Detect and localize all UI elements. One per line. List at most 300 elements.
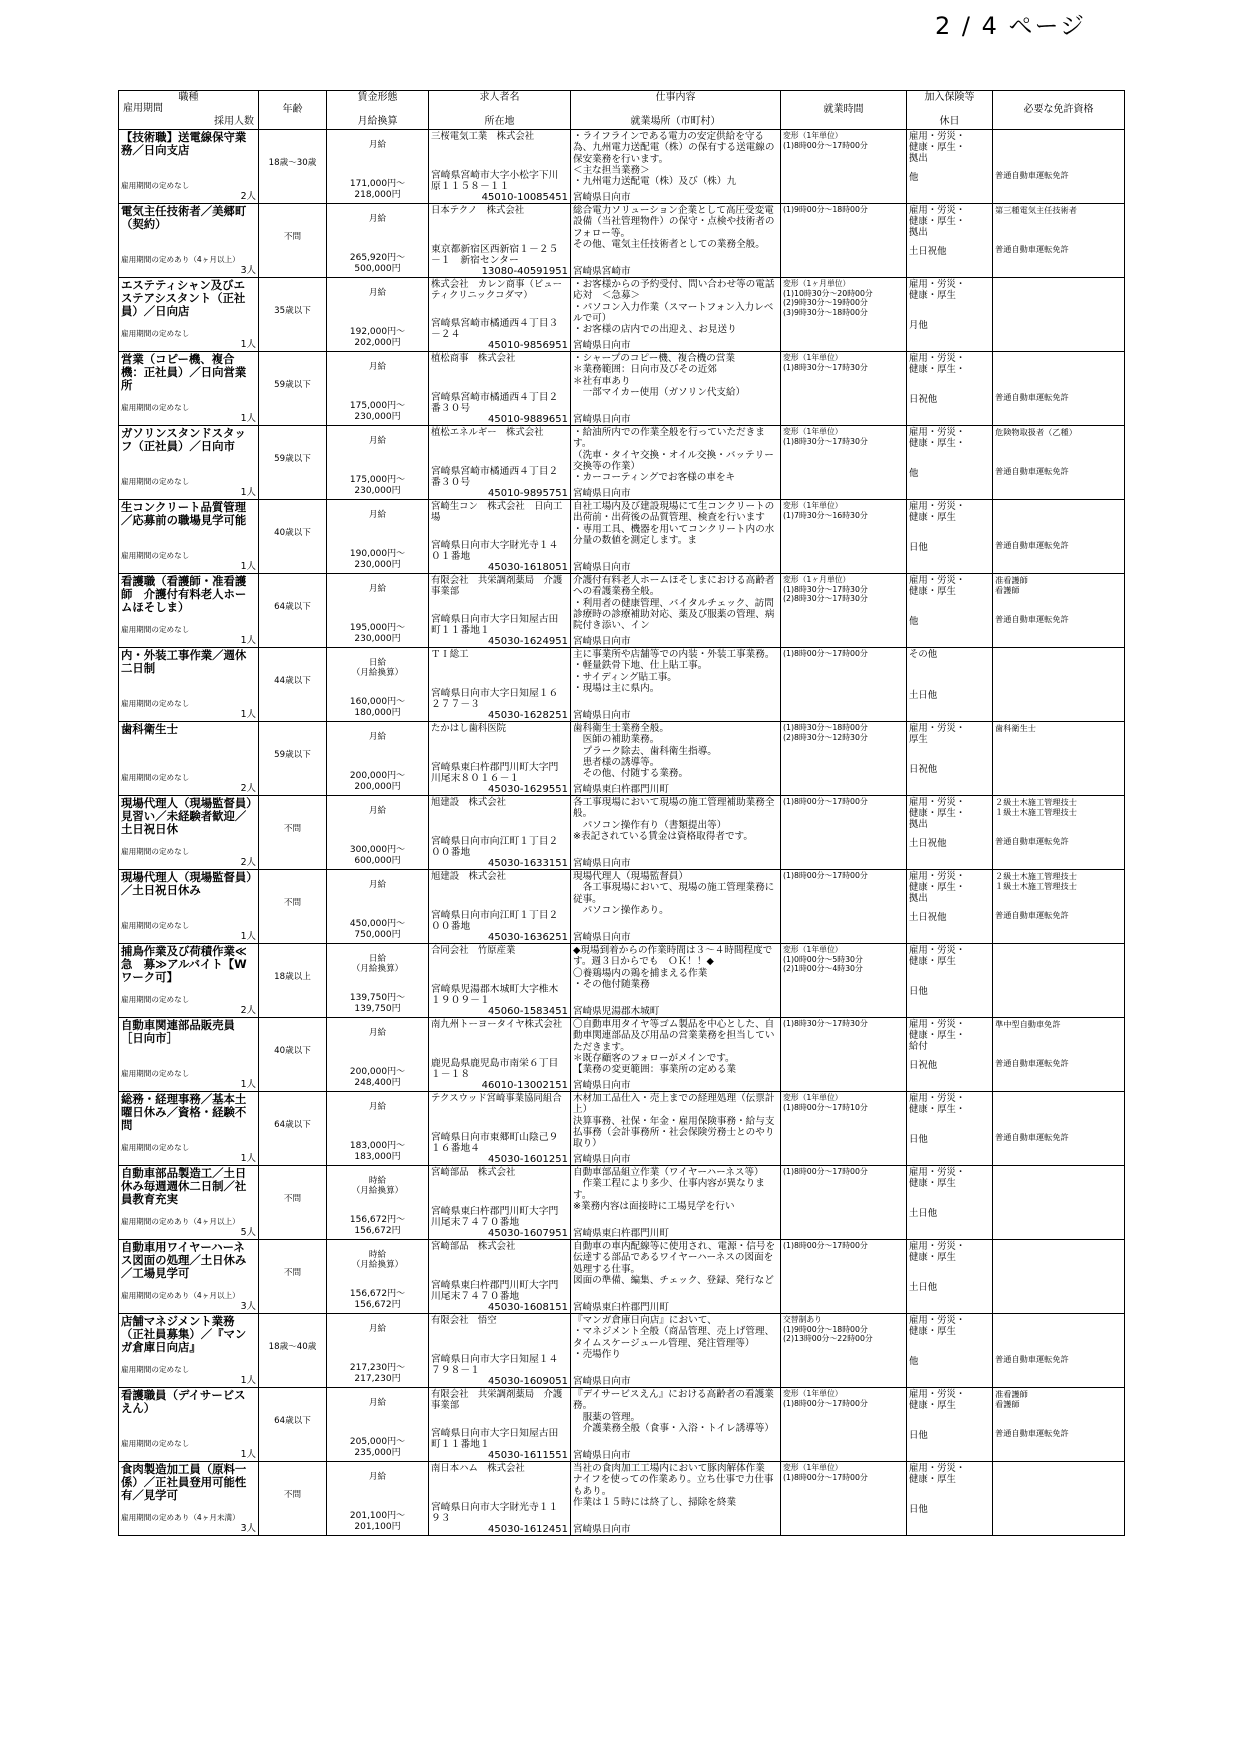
age-cell <box>259 1092 327 1166</box>
hours-cell <box>781 648 907 722</box>
table-row <box>119 278 1125 352</box>
table-row <box>119 204 1125 278</box>
employer-name: 植松商事 株式会社 <box>431 353 516 364</box>
insurance: 雇用・労災・ 健康・厚生・ 拠出 <box>909 205 966 239</box>
table-row <box>119 1240 1125 1314</box>
wage-amount: 201,100円～ 201,100円 <box>349 1511 406 1532</box>
employer-address: 宮崎県宮崎市大字小松字下川原１１５８－１１ <box>431 170 559 193</box>
insurance: 雇用・労災・ 健康・厚生・ 拠出 <box>909 131 966 165</box>
table-row <box>119 1092 1125 1166</box>
hours-cell <box>781 352 907 426</box>
age-cell <box>259 426 327 500</box>
employer-name: 日本テクノ 株式会社 <box>431 205 525 216</box>
table-row <box>119 574 1125 648</box>
hiring-count: 1人 <box>240 1449 256 1460</box>
job-description: 当社の食肉加工工場内において豚肉解体作業 ナイフを使っての作業あり。立ち仕事で力仕事もあり。 作業は１５時には終了し、掃除を終業 <box>573 1463 774 1508</box>
insurance: 雇用・労災・ 健康・厚生・ <box>909 427 966 450</box>
hours-cell <box>781 1092 907 1166</box>
license-cell <box>993 1166 1125 1240</box>
required-license <box>993 648 1124 650</box>
header-insurance: 加入保険等 休日 <box>907 91 993 130</box>
age-requirement: 不問 <box>283 824 302 834</box>
age-cell <box>259 1166 327 1240</box>
insurance-cell <box>907 1240 993 1314</box>
holidays: 他 <box>909 1356 919 1367</box>
holidays: 日祝他 <box>909 394 938 405</box>
required-license <box>993 1240 1124 1242</box>
age-requirement: 59歳以下 <box>274 750 311 760</box>
age-cell <box>259 648 327 722</box>
hiring-count: 1人 <box>240 339 256 350</box>
wage-cell <box>327 574 429 648</box>
description-cell <box>571 352 781 426</box>
insurance-cell <box>907 278 993 352</box>
header-job-description: 仕事内容 就業場所（市町村） <box>571 91 781 130</box>
wage-cell <box>327 426 429 500</box>
employer-cell <box>429 722 571 796</box>
description-cell <box>571 722 781 796</box>
work-hours: 変形（1ヶ月単位） (1)8時30分～17時30分 (2)8時30分～17時30分 <box>783 575 868 604</box>
employment-period: 雇用期間の定めなし <box>121 995 190 1004</box>
wage-amount: 156,672円～ 156,672円 <box>349 1215 406 1236</box>
work-location: 宮崎県東臼杵郡門川町 <box>573 1302 669 1312</box>
employer-name: 合同会社 竹原産業 <box>431 945 516 956</box>
license-cell <box>993 722 1125 796</box>
table-row <box>119 870 1125 944</box>
holidays: 他 <box>909 468 919 479</box>
job-title: 食肉製造加工員（原料一係）／正社員登用可能性有／見学可 <box>121 1462 247 1503</box>
table-row <box>119 648 1125 722</box>
job-description: 『デイサービスえん』における高齢者の看護業務。 服薬の管理。 介護業務全般（食事・入浴・トイレ誘導等） <box>573 1389 774 1434</box>
job-title-cell <box>119 1462 259 1536</box>
employer-address: 宮崎県日向市向江町１丁目２００番地 <box>431 910 559 933</box>
hiring-count: 1人 <box>240 635 256 646</box>
insurance: 雇用・労災・ 健康・厚生 <box>909 501 966 524</box>
license-cell <box>993 1314 1125 1388</box>
job-title-cell <box>119 796 259 870</box>
license-cell <box>993 1018 1125 1092</box>
insurance: 雇用・労災・ 健康・厚生 <box>909 575 966 598</box>
work-location: 宮崎県日向市 <box>573 562 631 572</box>
insurance-cell <box>907 1166 993 1240</box>
age-cell <box>259 1388 327 1462</box>
work-hours: 変形（1年単位） (1)8時00分～17時00分 <box>783 1389 868 1408</box>
employer-address: 宮崎県宮崎市橘通西４丁目２番３０号 <box>431 392 559 415</box>
wage-type: 月給 <box>368 1102 387 1112</box>
employer-name: 有限会社 共栄調剤薬局 介護事業部 <box>431 575 563 598</box>
job-number: 46010-13002151 <box>481 1080 568 1090</box>
age-requirement: 不問 <box>283 1194 302 1204</box>
employer-name: 株式会社 カレン商事（ビューティクリニックコダマ） <box>431 279 563 302</box>
insurance: 雇用・労災・ 健康・厚生 <box>909 1315 966 1338</box>
employment-period: 雇用期間の定めなし <box>121 921 190 930</box>
employment-period: 雇用期間の定めなし <box>121 773 190 782</box>
insurance-cell <box>907 426 993 500</box>
holidays: 土日他 <box>909 1208 938 1219</box>
required-license: 危険物取扱者（乙種） <box>995 427 1077 437</box>
employer-cell <box>429 500 571 574</box>
employer-address: 宮崎県日向市大字財光寺１１９３ <box>431 1502 559 1525</box>
job-number: 45030-1636251 <box>488 932 568 942</box>
insurance-cell <box>907 1314 993 1388</box>
age-requirement: 40歳以下 <box>274 528 311 538</box>
job-title-cell <box>119 1314 259 1388</box>
job-description: 主に事業所や店舗等での内装・外装工事業務。 ・軽量鉄骨下地、仕上貼工事。 ・サイディング貼工事。 ・現場は主に県内。 <box>573 649 775 694</box>
hours-cell <box>781 204 907 278</box>
hiring-count: 1人 <box>240 1079 256 1090</box>
hours-cell <box>781 574 907 648</box>
work-hours: 変形（1年単位） (1)8時00分～17時00分 <box>783 131 868 150</box>
hours-cell <box>781 426 907 500</box>
employment-period: 雇用期間の定めなし <box>121 1439 190 1448</box>
table-row <box>119 722 1125 796</box>
employment-period: 雇用期間の定めなし <box>121 1069 190 1078</box>
employment-period: 雇用期間の定めなし <box>121 1143 190 1152</box>
license-cell <box>993 1240 1125 1314</box>
description-cell <box>571 1092 781 1166</box>
wage-amount: 190,000円～ 230,000円 <box>349 549 406 570</box>
hiring-count: 1人 <box>240 413 256 424</box>
job-title-cell <box>119 426 259 500</box>
employer-name: 三桜電気工業 株式会社 <box>431 131 535 142</box>
table-row <box>119 1018 1125 1092</box>
work-hours: (1)8時00分～17時00分 <box>783 871 868 880</box>
description-cell <box>571 944 781 1018</box>
hours-cell <box>781 722 907 796</box>
insurance-cell <box>907 500 993 574</box>
required-license-secondary: 普通自動車運転免許 <box>995 1132 1069 1142</box>
insurance: 雇用・労災・ 健康・厚生 <box>909 279 966 302</box>
required-license <box>993 944 1124 946</box>
required-license-secondary: 普通自動車運転免許 <box>995 910 1069 920</box>
wage-amount: 217,230円～ 217,230円 <box>349 1363 406 1384</box>
wage-cell <box>327 278 429 352</box>
work-location: 宮崎県日向市 <box>573 710 631 720</box>
job-description: ◆現場到着からの作業時間は３～４時間程度です。週３日からでも ＯＫ！！◆ 〇養鶏場内の鶏を捕まえる作業 ・その他付随業務 <box>573 945 773 990</box>
job-title: 自動車部品製造工／土日休み毎週週休二日制／社員教育充実 <box>121 1166 247 1207</box>
insurance-cell <box>907 574 993 648</box>
work-hours: (1)8時00分～17時00分 <box>783 649 868 658</box>
required-license <box>993 1462 1124 1464</box>
age-requirement: 64歳以下 <box>274 1416 311 1426</box>
wage-amount: 205,000円～ 235,000円 <box>349 1437 406 1458</box>
age-requirement: 不問 <box>283 1490 302 1500</box>
work-location: 宮崎県日向市 <box>573 340 631 350</box>
job-number: 45010-10085451 <box>481 192 568 202</box>
employer-cell <box>429 1462 571 1536</box>
job-title: 自動車関連部品販売員［日向市］ <box>121 1018 235 1046</box>
employment-period: 雇用期間の定めなし <box>121 403 190 412</box>
employer-address: 宮崎県日向市大字財光寺１４０１番地 <box>431 540 559 563</box>
insurance-cell <box>907 1388 993 1462</box>
employer-name: 植松エネルギー 株式会社 <box>431 427 544 438</box>
age-requirement: 18歳～30歳 <box>268 158 317 168</box>
hiring-count: 2人 <box>240 191 256 202</box>
job-title-cell <box>119 648 259 722</box>
license-cell <box>993 574 1125 648</box>
job-listing-table <box>118 90 1125 1536</box>
hiring-count: 3人 <box>240 1523 256 1534</box>
employment-period: 雇用期間の定めあり（4ヶ月未満） <box>121 1513 240 1522</box>
description-cell <box>571 1314 781 1388</box>
wage-cell <box>327 1462 429 1536</box>
table-row <box>119 426 1125 500</box>
employer-name: テクスウッド宮崎事業協同組合 <box>431 1093 562 1104</box>
work-hours: (1)8時00分～17時00分 <box>783 797 868 806</box>
work-hours: 変形（1ヶ月単位） (1)10時30分～20時00分 (2)9時30分～19時00分 (3)9時30分～18時00分 <box>783 279 873 317</box>
wage-amount: 160,000円～ 180,000円 <box>349 697 406 718</box>
employment-period: 雇用期間の定めあり（4ヶ月以上） <box>121 1291 240 1300</box>
job-title-cell <box>119 130 259 204</box>
holidays: 日他 <box>909 986 928 997</box>
job-description: 各工事現場において現場の施工管理補助業務全般。 パソコン操作有り（書類提出等） ※表記されている賃金は資格取得者です。 <box>573 797 775 842</box>
work-location: 宮崎県児湯郡木城町 <box>573 1006 660 1016</box>
wage-type: 日給 （月給換算） <box>351 658 404 678</box>
job-description: 〇自動車用タイヤ等ゴム製品を中心とした、自動車関連部品及び用品の営業業務を担当していただきます。 ＊既存顧客のフォローがメインです。 【業務の変更範囲：事業所の定める業 <box>573 1019 775 1076</box>
header-license: 必要な免許資格 <box>993 91 1125 130</box>
wage-amount: 300,000円～ 600,000円 <box>349 845 406 866</box>
required-license: 准看護師 看護師 <box>995 1389 1028 1410</box>
work-location: 宮崎県日向市 <box>573 488 631 498</box>
license-cell <box>993 426 1125 500</box>
age-cell <box>259 722 327 796</box>
employment-period: 雇用期間の定めなし <box>121 329 190 338</box>
required-license: 第三種電気主任技術者 <box>995 205 1077 215</box>
hours-cell <box>781 1388 907 1462</box>
job-title-cell <box>119 944 259 1018</box>
job-title: 営業（コピー機、複合機：正社員）／日向営業所 <box>121 352 247 393</box>
job-number: 45010-9889651 <box>488 414 568 424</box>
job-number: 45030-1633151 <box>488 858 568 868</box>
wage-cell <box>327 130 429 204</box>
wage-cell <box>327 352 429 426</box>
employer-cell <box>429 796 571 870</box>
work-location: 宮崎県日向市 <box>573 192 631 202</box>
employment-period: 雇用期間の定めなし <box>121 1365 190 1374</box>
required-license <box>993 1092 1124 1094</box>
age-requirement: 64歳以下 <box>274 1120 311 1130</box>
insurance-cell <box>907 204 993 278</box>
age-requirement: 18歳～40歳 <box>268 1342 317 1352</box>
work-location: 宮崎県日向市 <box>573 858 631 868</box>
license-cell <box>993 500 1125 574</box>
job-title: 歯科衛生士 <box>121 722 178 736</box>
age-requirement: 59歳以下 <box>274 380 311 390</box>
insurance: 雇用・労災・ 健康・厚生・ 拠出 <box>909 871 966 905</box>
job-number: 45010-9856951 <box>488 340 568 350</box>
license-cell <box>993 1092 1125 1166</box>
job-title: 電気主任技術者／美郷町（契約） <box>121 204 247 232</box>
employer-name: 南九州トーヨータイヤ株式会社 <box>431 1019 563 1030</box>
job-title: エステティシャン及びエステアシスタント（正社員）／日向店 <box>121 278 246 319</box>
wage-type: 月給 <box>368 732 387 742</box>
age-cell <box>259 1314 327 1388</box>
employer-name: 宮崎生コン 株式会社 日向工場 <box>431 501 563 524</box>
work-hours: 変形（1年単位） (1)8時00分～17時10分 <box>783 1093 868 1112</box>
employer-address: 宮崎県東臼杵郡門川町大字門川尾末７４７０番地 <box>431 1280 559 1303</box>
employer-cell <box>429 1092 571 1166</box>
required-license: 準中型自動車免許 <box>995 1019 1061 1029</box>
work-hours: (1)8時00分～17時00分 <box>783 1167 868 1176</box>
age-cell <box>259 130 327 204</box>
hiring-count: 1人 <box>240 561 256 572</box>
job-title-cell <box>119 1018 259 1092</box>
work-location: 宮崎県東臼杵郡門川町 <box>573 1228 669 1238</box>
required-license: 歯科衛生士 <box>995 723 1036 733</box>
employment-period: 雇用期間の定めあり（4ヶ月以上） <box>121 1217 240 1226</box>
hours-cell <box>781 870 907 944</box>
employer-cell <box>429 130 571 204</box>
age-cell <box>259 278 327 352</box>
wage-type: 月給 <box>368 880 387 890</box>
hours-cell <box>781 944 907 1018</box>
job-title: 総務・経理事務／基本土曜日休み／資格・経験不問 <box>121 1092 247 1133</box>
work-hours: (1)8時30分～17時30分 <box>783 1019 868 1028</box>
wage-cell <box>327 1388 429 1462</box>
license-cell <box>993 278 1125 352</box>
age-requirement: 35歳以下 <box>274 306 311 316</box>
wage-type: 月給 <box>368 436 387 446</box>
hiring-count: 1人 <box>240 487 256 498</box>
employer-cell <box>429 574 571 648</box>
header-job-title: 職種 雇用期間 採用人数 <box>119 91 259 130</box>
job-title: 現場代理人（現場監督員）／土日祝日休み <box>121 870 252 898</box>
license-cell <box>993 130 1125 204</box>
age-requirement: 不問 <box>283 1268 302 1278</box>
insurance-cell <box>907 870 993 944</box>
job-number: 45010-9895751 <box>488 488 568 498</box>
age-requirement: 不問 <box>283 898 302 908</box>
hours-cell <box>781 1018 907 1092</box>
holidays: 他 <box>909 616 919 627</box>
job-description: 総合電力ソリューション企業として高圧受変電設備（当社管理物件）の保守・点検や技術者のフォロー等。 その他、電気主任技術者としての業務全般。 <box>573 205 775 250</box>
insurance-cell <box>907 944 993 1018</box>
table-row <box>119 352 1125 426</box>
required-license: ２級土木施工管理技士 １級土木施工管理技士 <box>995 797 1077 818</box>
header-employer: 求人者名 所在地 <box>429 91 571 130</box>
wage-type: 月給 <box>368 140 387 150</box>
description-cell <box>571 1240 781 1314</box>
wage-type: 月給 <box>368 1472 387 1482</box>
required-license: 准看護師 看護師 <box>995 575 1028 596</box>
required-license-secondary: 普通自動車運転免許 <box>995 170 1069 180</box>
license-cell <box>993 1388 1125 1462</box>
table-row <box>119 1462 1125 1536</box>
description-cell <box>571 870 781 944</box>
job-title-cell <box>119 352 259 426</box>
job-number: 13080-40591951 <box>481 266 568 276</box>
wage-type: 月給 <box>368 510 387 520</box>
job-title: 【技術職】送電線保守業務／日向支店 <box>121 130 247 158</box>
required-license <box>993 130 1124 132</box>
employer-name: 宮崎部品 株式会社 <box>431 1167 516 1178</box>
holidays: 日他 <box>909 1430 928 1441</box>
job-title: 看護職員（デイサービスえん） <box>121 1388 246 1416</box>
wage-amount: 156,672円～ 156,672円 <box>349 1289 406 1310</box>
job-title: 捕鳥作業及び荷積作業≪急 募≫アルバイト【Wワーク可】 <box>121 944 247 985</box>
description-cell <box>571 1388 781 1462</box>
required-license-secondary: 普通自動車運転免許 <box>995 244 1069 254</box>
holidays: 日他 <box>909 1134 928 1145</box>
job-description: 現場代理人（現場監督員） 各工事現場において、現場の施工管理業務に従事。 パソコン操作あり。 <box>573 871 775 916</box>
description-cell <box>571 1018 781 1092</box>
job-description: 自社工場内及び建設現場にて生コンクリートの出荷前・出荷後の品質管理、検査を行います ・専用工具、機器を用いてコンクリート内の水分量の数値を測定します。ま <box>573 501 775 546</box>
insurance-cell <box>907 1018 993 1092</box>
job-title: 自動車用ワイヤーハーネス図面の処理／土日休み／工場見学可 <box>121 1240 247 1281</box>
job-title-cell <box>119 500 259 574</box>
wage-type: 時給 （月給換算） <box>351 1176 404 1196</box>
holidays: 日祝他 <box>909 1060 938 1071</box>
job-title: 内・外装工事作業／週休二日制 <box>121 648 247 676</box>
job-title-cell <box>119 1388 259 1462</box>
holidays: 土日他 <box>909 690 938 701</box>
job-description: ・給油所内での作業全般を行っていただきます。 （洗車・タイヤ交換・オイル交換・バッテリー交換等の作業） ・カーコーティングでお客様の車をキ <box>573 427 774 484</box>
work-hours: 変形（1年単位） (1)8時00分～17時00分 <box>783 1463 868 1482</box>
insurance-cell <box>907 130 993 204</box>
job-description: ・ライフラインである電力の安定供給を守る為、九州電力送配電（株）の保有する送電線の保安業務を行います。 ＜主な担当業務＞ ・九州電力送配電（株）及び（株）九 <box>573 131 775 188</box>
employer-cell <box>429 1314 571 1388</box>
work-location: 宮崎県日向市 <box>573 1450 631 1460</box>
employer-name: たかはし歯科医院 <box>431 723 507 734</box>
table-row <box>119 1314 1125 1388</box>
insurance: 雇用・労災・ 厚生 <box>909 723 966 746</box>
job-description: 歯科衛生士業務全般。 医師の補助業務。 プラーク除去、歯科衛生指導。 患者様の誘導等。 その他、付随する業務。 <box>573 723 717 780</box>
insurance: 雇用・労災・ 健康・厚生 <box>909 1241 966 1264</box>
employer-address: 鹿児島県鹿児島市南栄６丁目１－１８ <box>431 1058 559 1081</box>
hours-cell <box>781 1240 907 1314</box>
wage-amount: 192,000円～ 202,000円 <box>349 327 406 348</box>
job-description: ・お客様からの予約受付、問い合わせ等の電話応対 ＜急募＞ ・パソコン入力作業（スマートフォン入力レベルで可） ・お客様の店内での出迎え、お見送り <box>573 279 775 336</box>
wage-type: 月給 <box>368 806 387 816</box>
license-cell <box>993 1462 1125 1536</box>
holidays: 他 <box>909 172 919 183</box>
insurance: 雇用・労災・ 健康・厚生 <box>909 1463 966 1486</box>
description-cell <box>571 1462 781 1536</box>
wage-cell <box>327 870 429 944</box>
age-requirement: 59歳以下 <box>274 454 311 464</box>
employer-cell <box>429 648 571 722</box>
employer-cell <box>429 944 571 1018</box>
header-work-hours: 就業時間 <box>781 91 907 130</box>
employment-period: 雇用期間の定めなし <box>121 551 190 560</box>
job-description: 『マンガ倉庫日向店』において、 ・マネジメント全般（商品管理、売上げ管理、タイムスケージュール管理、発注管理等） ・売場作り <box>573 1315 775 1360</box>
age-cell <box>259 500 327 574</box>
table-row <box>119 130 1125 204</box>
insurance: 雇用・労災・ 健康・厚生 <box>909 1167 966 1190</box>
employer-address: 宮崎県日向市大字日知屋１４７９８－１ <box>431 1354 559 1377</box>
license-cell <box>993 204 1125 278</box>
work-hours: (1)9時00分～18時00分 <box>783 205 868 214</box>
insurance: 雇用・労災・ 健康・厚生・ 給付 <box>909 1019 966 1053</box>
age-cell <box>259 352 327 426</box>
employer-address: 宮崎県宮崎市橘通西４丁目３－２４ <box>431 318 559 341</box>
employer-cell <box>429 278 571 352</box>
wage-cell <box>327 1314 429 1388</box>
employer-address: 東京都新宿区西新宿１－２５－１ 新宿センター <box>431 244 559 267</box>
employer-address: 宮崎県宮崎市橘通西４丁目２番３０号 <box>431 466 559 489</box>
employer-address: 宮崎県東臼杵郡門川町大字門川尾末７４７０番地 <box>431 1206 559 1229</box>
required-license <box>993 500 1124 502</box>
required-license-secondary: 普通自動車運転免許 <box>995 466 1069 476</box>
wage-cell <box>327 1240 429 1314</box>
work-hours: (1)8時00分～17時00分 <box>783 1241 868 1250</box>
wage-cell <box>327 500 429 574</box>
employment-period: 雇用期間の定めなし <box>121 477 190 486</box>
job-number: 45030-1628251 <box>488 710 568 720</box>
holidays: 土日祝他 <box>909 912 947 923</box>
hours-cell <box>781 130 907 204</box>
work-hours: 変形（1年単位） (1)8時30分～17時30分 <box>783 353 868 372</box>
